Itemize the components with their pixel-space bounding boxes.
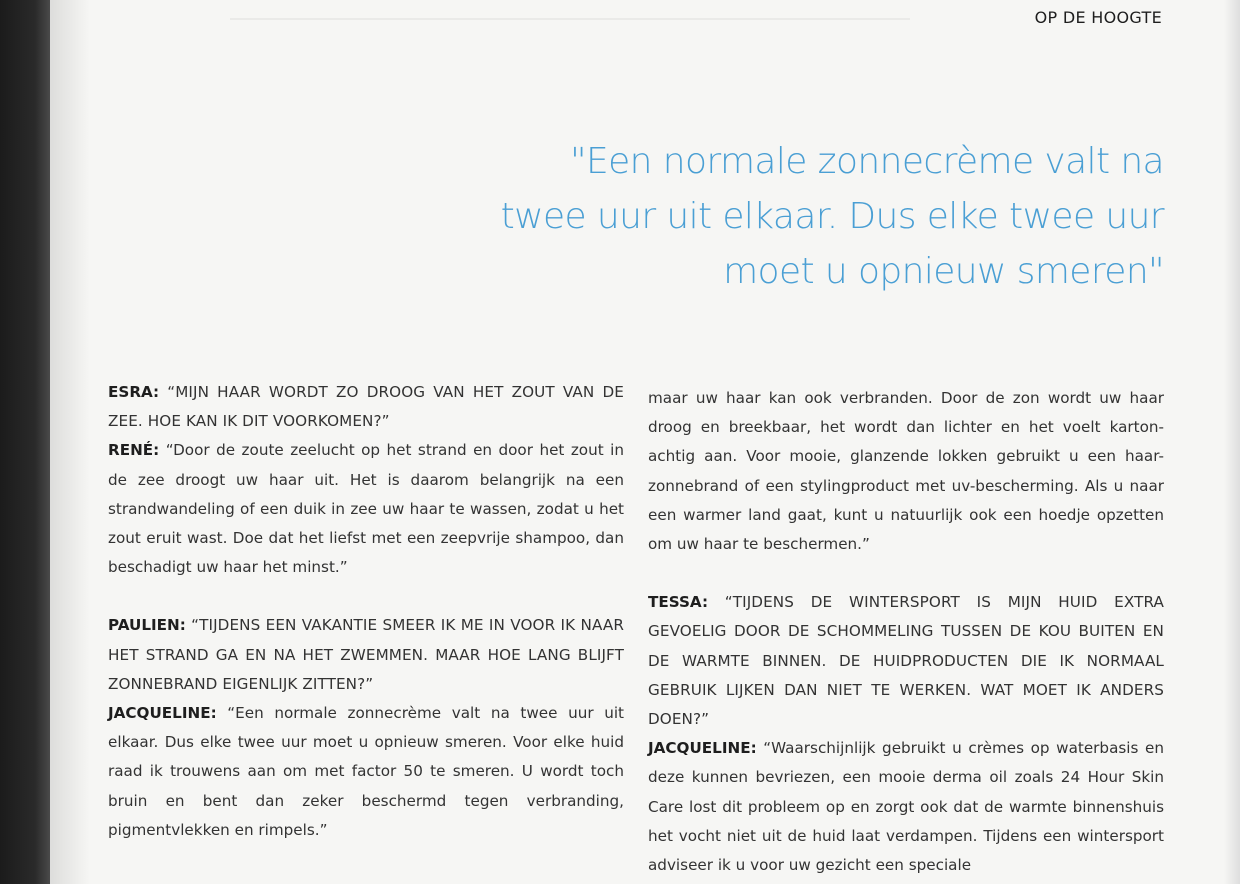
question-esra [108,378,624,436]
pull-quote-line-3: moet u opnieuw smeren" [723,251,1164,292]
speaker-name: RENÉ: [108,441,160,460]
question-text: “MIJN HAAR WORDT ZO DROOG VAN HET ZOUT VAN DE ZEE. HOE KAN IK DIT VOORKOMEN?” [108,383,624,431]
question-tessa [648,588,1164,734]
answer-jacqueline-2 [648,734,1164,880]
question-text: “TIJDENS EEN VAKANTIE SMEER IK ME IN VOOR IK NAAR HET STRAND GA EN NA HET ZWEMMEN. MAAR HOE LANG BLIJFT ZONNEBRAND EIGENLIJK ZITTEN?” [108,616,624,693]
article-column-left [108,378,624,845]
answer-continued [648,384,1164,559]
pull-quote [464,134,1164,299]
answer-text: “Waarschijnlijk gebruikt u crèmes op waterbasis en deze kunnen bevriezen, een mooie derma oil zoals 24 Hour Skin Care lost dit probleem op en zorgt ook dat de warmte binnenshuis het vocht niet uit de huid laat verdampen. Tijdens een wintersport adviseer ik u voor uw gezicht een speciale [648,739,1164,875]
speaker-name: PAULIEN: [108,616,186,635]
speaker-name: ESRA: [108,383,160,401]
paragraph-gap [648,559,1164,588]
page-edge [1224,0,1240,884]
show-through-rule [230,0,910,20]
speaker-name: TESSA: [648,593,709,612]
answer-rene [108,436,624,582]
pull-quote-line-1: "Een normale zonnecrème valt na [570,141,1164,182]
speaker-name: JACQUELINE: [648,739,757,758]
pull-quote-line-2: twee uur uit elkaar. Dus elke twee uur [500,196,1164,237]
speaker-name: JACQUELINE: [108,704,217,723]
binding-shadow [50,0,90,884]
answer-text: “Een normale zonnecrème valt na twee uur uit elkaar. Dus elke twee uur moet u opnieuw smeren. Voor elke huid raad ik trouwens aan om met factor 50 te smeren. U wordt toch bruin en bent dan zeker beschermd tegen verbranding, pigmentvlekken en rimpels.” [108,704,624,839]
paragraph-gap [108,582,624,611]
article-column-right [648,384,1164,880]
answer-text: “Door de zoute zeelucht op het strand en door het zout in de zee droogt uw haar uit. Het is daarom belangrijk na een strandwandeling of een duik in zee uw haar te wassen, zodat u het zout eruit wast. Doe dat het liefst met een zeepvrije shampoo, dan beschadigt uw haar het minst.” [108,441,624,577]
page-binding [0,0,50,884]
answer-text: maar uw haar kan ook verbranden. Door de zon wordt uw haar droog en breekbaar, het wordt dan lichter en het voelt karton-achtig aan. Voor mooie, glanzende lokken gebruikt u een haar-zonnebrand of een stylingproduct met uv-bescherming. Als u naar een warmer land gaat, kunt u natuurlijk ook een hoedje opzetten om uw haar te beschermen.” [648,389,1164,554]
question-paulien [108,611,624,699]
section-label: OP DE HOOGTE [1034,8,1162,27]
answer-jacqueline [108,699,624,845]
question-text: “TIJDENS DE WINTERSPORT IS MIJN HUID EXTRA GEVOELIG DOOR DE SCHOMMELING TUSSEN DE KOU BUITEN EN DE WARMTE BINNEN. DE HUIDPRODUCTEN DIE IK NORMAAL GEBRUIK LIJKEN DAN NIET TE WERKEN. WAT MOET IK ANDERS DOEN?” [648,593,1164,729]
